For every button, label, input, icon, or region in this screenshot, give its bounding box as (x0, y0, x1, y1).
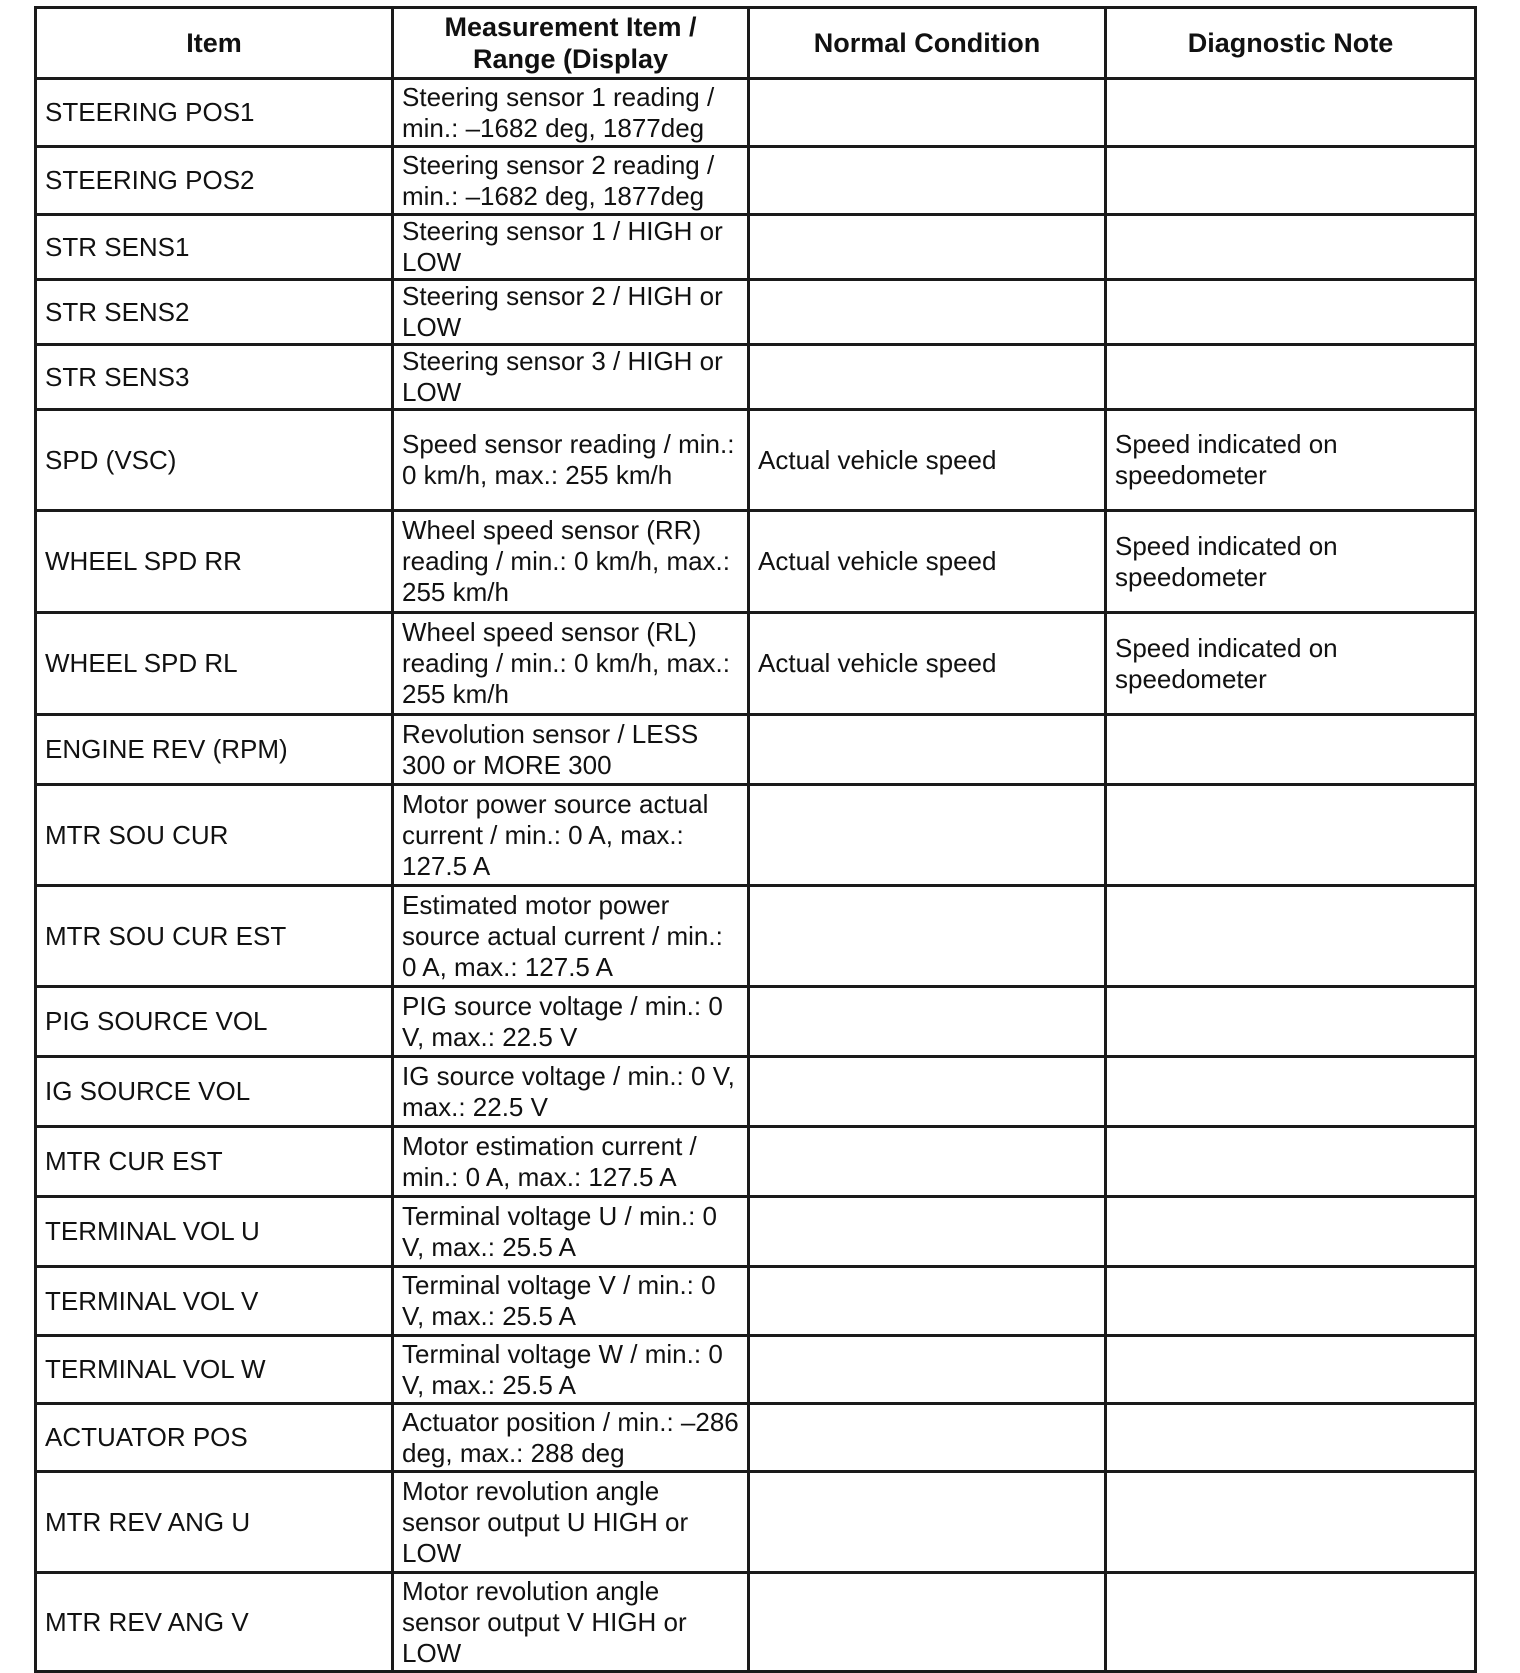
measurement-cell: Steering sensor 3 / HIGH or LOW (393, 345, 749, 410)
normal-condition-cell (749, 1573, 1106, 1672)
diagnostic-note-cell (1106, 1127, 1476, 1197)
table-row (36, 410, 1476, 511)
table-row (36, 147, 1476, 215)
measurement-cell: Actuator position / min.: –286 deg, max.: 288 deg (393, 1404, 749, 1472)
normal-condition-cell (749, 785, 1106, 886)
diagnostic-note-cell (1106, 345, 1476, 410)
table-row (36, 511, 1476, 613)
normal-condition-cell: Actual vehicle speed (749, 613, 1106, 715)
header-normal-condition: Normal Condition (749, 8, 1106, 79)
item-cell: WHEEL SPD RR (36, 511, 393, 613)
diagnostic-note-cell (1106, 280, 1476, 345)
normal-condition-cell (749, 1197, 1106, 1267)
diagnostic-note-cell: Speed indicated on speedometer (1106, 410, 1476, 511)
measurement-cell: Steering sensor 1 reading / min.: –1682 deg, 1877deg (393, 79, 749, 147)
normal-condition-cell (749, 215, 1106, 280)
diagnostic-note-cell (1106, 1336, 1476, 1404)
item-cell: MTR REV ANG U (36, 1472, 393, 1573)
measurement-cell: Speed sensor reading / min.: 0 km/h, max.: 255 km/h (393, 410, 749, 511)
measurement-cell: Motor power source actual current / min.: 0 A, max.: 127.5 A (393, 785, 749, 886)
table-row (36, 1336, 1476, 1404)
item-cell: TERMINAL VOL V (36, 1267, 393, 1336)
table-row (36, 215, 1476, 280)
document-page (34, 6, 1474, 1673)
measurement-cell: Revolution sensor / LESS 300 or MORE 300 (393, 715, 749, 785)
diagnostic-note-cell (1106, 1197, 1476, 1267)
table-row (36, 785, 1476, 886)
diagnostic-note-cell (1106, 147, 1476, 215)
normal-condition-cell (749, 987, 1106, 1057)
table-row (36, 1404, 1476, 1472)
table-row (36, 1267, 1476, 1336)
table-row (36, 345, 1476, 410)
item-cell: MTR SOU CUR EST (36, 886, 393, 987)
diagnostic-note-cell (1106, 215, 1476, 280)
table-row (36, 715, 1476, 785)
diagnostic-data-table (34, 6, 1477, 1673)
table-row (36, 280, 1476, 345)
table-row (36, 987, 1476, 1057)
item-cell: MTR CUR EST (36, 1127, 393, 1197)
diagnostic-note-cell (1106, 1472, 1476, 1573)
measurement-cell: Wheel speed sensor (RL) reading / min.: 0 km/h, max.: 255 km/h (393, 613, 749, 715)
measurement-cell: Steering sensor 1 / HIGH or LOW (393, 215, 749, 280)
normal-condition-cell (749, 1472, 1106, 1573)
diagnostic-note-cell (1106, 79, 1476, 147)
measurement-cell: Terminal voltage U / min.: 0 V, max.: 25.5 A (393, 1197, 749, 1267)
measurement-cell: Terminal voltage V / min.: 0 V, max.: 25.5 A (393, 1267, 749, 1336)
item-cell: SPD (VSC) (36, 410, 393, 511)
measurement-cell: Estimated motor power source actual current / min.: 0 A, max.: 127.5 A (393, 886, 749, 987)
normal-condition-cell (749, 345, 1106, 410)
item-cell: STR SENS2 (36, 280, 393, 345)
item-cell: TERMINAL VOL W (36, 1336, 393, 1404)
item-cell: MTR SOU CUR (36, 785, 393, 886)
header-measurement: Measurement Item / Range (Display (393, 8, 749, 79)
measurement-cell: Motor estimation current / min.: 0 A, max.: 127.5 A (393, 1127, 749, 1197)
measurement-cell: Terminal voltage W / min.: 0 V, max.: 25.5 A (393, 1336, 749, 1404)
diagnostic-note-cell (1106, 886, 1476, 987)
normal-condition-cell: Actual vehicle speed (749, 410, 1106, 511)
normal-condition-cell (749, 715, 1106, 785)
diagnostic-note-cell (1106, 1573, 1476, 1672)
measurement-cell: Motor revolution angle sensor output U HIGH or LOW (393, 1472, 749, 1573)
measurement-cell: IG source voltage / min.: 0 V, max.: 22.5 V (393, 1057, 749, 1127)
diagnostic-note-cell (1106, 987, 1476, 1057)
item-cell: STR SENS1 (36, 215, 393, 280)
normal-condition-cell: Actual vehicle speed (749, 511, 1106, 613)
table-row (36, 1197, 1476, 1267)
normal-condition-cell (749, 280, 1106, 345)
normal-condition-cell (749, 79, 1106, 147)
item-cell: PIG SOURCE VOL (36, 987, 393, 1057)
diagnostic-note-cell: Speed indicated on speedometer (1106, 613, 1476, 715)
table-row (36, 1127, 1476, 1197)
normal-condition-cell (749, 1127, 1106, 1197)
header-row (36, 8, 1476, 79)
normal-condition-cell (749, 1336, 1106, 1404)
normal-condition-cell (749, 1057, 1106, 1127)
header-item: Item (36, 8, 393, 79)
item-cell: STEERING POS2 (36, 147, 393, 215)
normal-condition-cell (749, 1267, 1106, 1336)
diagnostic-note-cell (1106, 1267, 1476, 1336)
item-cell: TERMINAL VOL U (36, 1197, 393, 1267)
item-cell: ACTUATOR POS (36, 1404, 393, 1472)
measurement-cell: Motor revolution angle sensor output V HIGH or LOW (393, 1573, 749, 1672)
header-diagnostic-note: Diagnostic Note (1106, 8, 1476, 79)
diagnostic-note-cell (1106, 785, 1476, 886)
measurement-cell: Wheel speed sensor (RR) reading / min.: 0 km/h, max.: 255 km/h (393, 511, 749, 613)
diagnostic-note-cell (1106, 715, 1476, 785)
table-row (36, 1472, 1476, 1573)
table-row (36, 613, 1476, 715)
measurement-cell: Steering sensor 2 / HIGH or LOW (393, 280, 749, 345)
normal-condition-cell (749, 886, 1106, 987)
measurement-cell: PIG source voltage / min.: 0 V, max.: 22.5 V (393, 987, 749, 1057)
item-cell: STR SENS3 (36, 345, 393, 410)
item-cell: WHEEL SPD RL (36, 613, 393, 715)
normal-condition-cell (749, 1404, 1106, 1472)
item-cell: MTR REV ANG V (36, 1573, 393, 1672)
table-row (36, 886, 1476, 987)
item-cell: ENGINE REV (RPM) (36, 715, 393, 785)
measurement-cell: Steering sensor 2 reading / min.: –1682 deg, 1877deg (393, 147, 749, 215)
table-row (36, 79, 1476, 147)
table-row (36, 1057, 1476, 1127)
item-cell: IG SOURCE VOL (36, 1057, 393, 1127)
diagnostic-note-cell: Speed indicated on speedometer (1106, 511, 1476, 613)
item-cell: STEERING POS1 (36, 79, 393, 147)
diagnostic-note-cell (1106, 1404, 1476, 1472)
diagnostic-note-cell (1106, 1057, 1476, 1127)
table-row (36, 1573, 1476, 1672)
normal-condition-cell (749, 147, 1106, 215)
